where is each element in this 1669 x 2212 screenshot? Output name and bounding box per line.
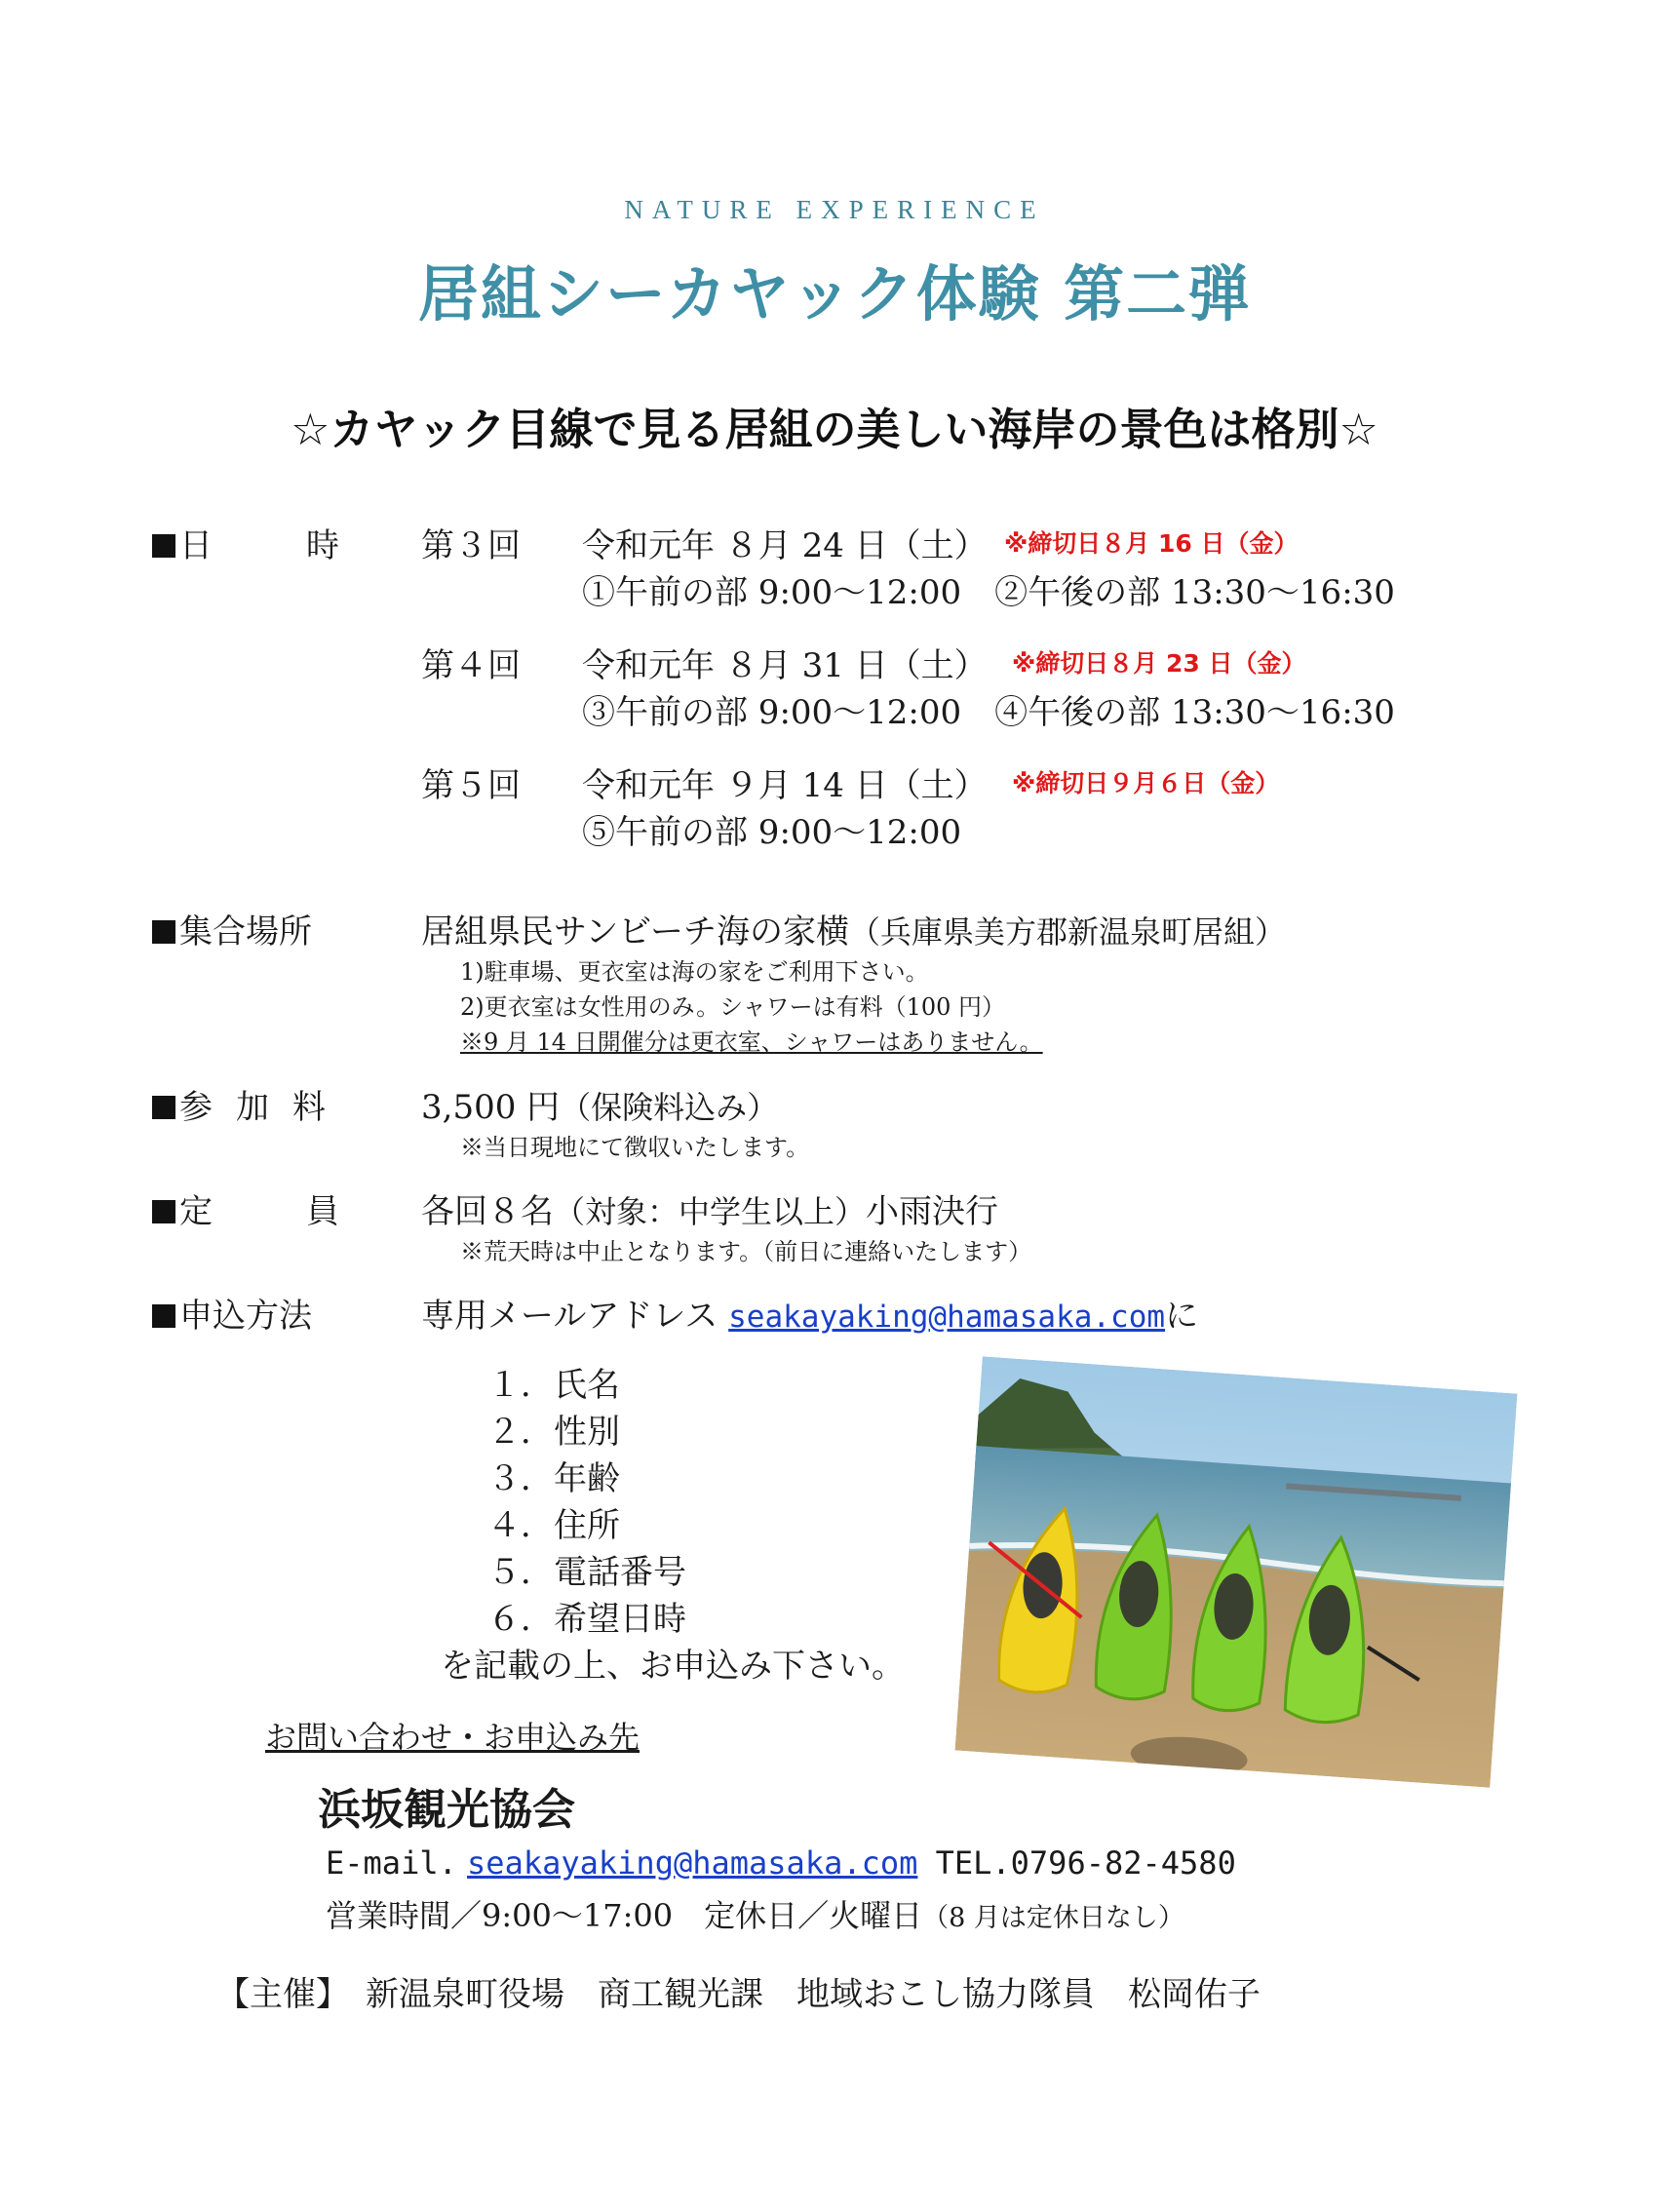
meeting-label [152, 905, 312, 952]
square-bullet-icon [152, 920, 175, 944]
apply-intro: 専用メールアドレス [421, 1297, 718, 1336]
apply-suffix: に [1165, 1297, 1199, 1336]
organizer: 【主催】 新温泉町役場 商工観光課 地域おこし協力隊員 松岡佑子 [216, 1975, 1261, 2014]
fee-label-a: 参 [179, 1088, 213, 1127]
fee-amount [421, 1080, 778, 1128]
contact-heading: お問い合わせ・お申込み先 [265, 1719, 640, 1756]
fee-label-c: 料 [292, 1088, 326, 1127]
session-3-date: 令和元年 ８月 24 日（土） [582, 526, 988, 565]
session-4-date: 令和元年 ８月 31 日（土） [582, 646, 988, 685]
subtitle: ☆カヤック目線で見る居組の美しい海岸の景色は格別☆ [291, 404, 1378, 455]
meeting-label-text: 集合場所 [179, 912, 312, 951]
fee-amount-value: 3,500 円 [421, 1088, 561, 1127]
session-5-round: 第５回 [421, 766, 521, 805]
fee-note: ※当日現地にて徴収いたします。 [460, 1134, 810, 1161]
session-3-deadline: ※締切日８月 16 日（金） [1004, 529, 1299, 558]
fee-amount-note: （保険料込み） [560, 1089, 779, 1126]
capacity-weather: 小雨決行 [866, 1192, 999, 1231]
page-title: 居組シーカヤック体験 第二弾 [417, 258, 1252, 330]
session-5-deadline: ※締切日９月６日（金） [1012, 769, 1280, 797]
apply-closing: を記載の上、お申込み下さい。 [441, 1647, 905, 1686]
apply-label [152, 1289, 312, 1337]
schedule-label [152, 519, 339, 566]
capacity-info [421, 1184, 998, 1232]
fee-label [152, 1080, 326, 1128]
meeting-note-1: 1)駐車場、更衣室は海の家をご利用下さい。 [460, 958, 929, 986]
square-bullet-icon [152, 1096, 175, 1119]
meeting-address: （兵庫県美方郡新温泉町居組） [848, 913, 1286, 951]
apply-item: ２．性別 [487, 1413, 620, 1452]
contact-email-label: E-mail. [326, 1844, 457, 1882]
apply-line [421, 1289, 1198, 1337]
apply-item: １．氏名 [487, 1366, 620, 1405]
meeting-place-name: 居組県民サンビーチ海の家横 [421, 912, 849, 951]
capacity-count: 各回８名 [421, 1192, 554, 1231]
capacity-label-b: 員 [306, 1192, 339, 1231]
apply-email-link[interactable]: seakayaking@hamasaka.com [728, 1300, 1166, 1335]
contact-hours-line [326, 1891, 1184, 1936]
capacity-note: ※荒天時は中止となります。（前日に連絡いたします） [460, 1238, 1032, 1265]
capacity-target: （対象：中学生以上） [554, 1193, 867, 1230]
apply-item: ６．希望日時 [487, 1600, 686, 1639]
square-bullet-icon [152, 1200, 175, 1223]
fee-label-b: 加 [236, 1088, 269, 1127]
contact-org: 浜坂観光協会 [318, 1785, 575, 1835]
session-4-slots: ③午前の部 9:00～12:00 ④午後の部 13:30～16:30 [582, 693, 1395, 732]
meeting-note-2: 2)更衣室は女性用のみ。シャワーは有料（100 円） [460, 993, 1006, 1021]
schedule-label-a: 日 [179, 526, 213, 565]
square-bullet-icon [152, 1304, 175, 1328]
contact-email-link[interactable]: seakayaking@hamasaka.com [467, 1844, 918, 1882]
contact-tel: TEL.0796-82-4580 [935, 1844, 1236, 1882]
apply-item: ５．電話番号 [487, 1553, 686, 1592]
session-3-slots: ①午前の部 9:00～12:00 ②午後の部 13:30～16:30 [582, 573, 1395, 612]
capacity-label-a: 定 [179, 1192, 213, 1231]
kicker-text: NATURE EXPERIENCE [624, 195, 1045, 224]
apply-label-text: 申込方法 [179, 1297, 312, 1336]
session-5-slots: ⑤午前の部 9:00～12:00 [582, 813, 962, 852]
meeting-place [421, 905, 1286, 952]
apply-item: ３．年齢 [487, 1459, 620, 1498]
meeting-note-3: ※9 月 14 日開催分は更衣室、シャワーはありません。 [460, 1028, 1043, 1056]
apply-item: ４．住所 [487, 1506, 620, 1545]
session-5-date: 令和元年 ９月 14 日（土） [582, 766, 988, 805]
schedule-label-b: 時 [306, 526, 339, 565]
session-3-round: 第３回 [421, 526, 521, 565]
capacity-label [152, 1184, 339, 1232]
contact-hours: 営業時間／9:00～17:00 定休日／火曜日 [326, 1897, 923, 1934]
contact-hours-note: （8 月は定休日なし） [922, 1903, 1184, 1933]
session-4-deadline: ※締切日８月 23 日（金） [1012, 649, 1306, 678]
contact-email-line [326, 1844, 1236, 1882]
kayak-beach-photo [955, 1356, 1518, 1787]
square-bullet-icon [152, 534, 175, 558]
session-4-round: 第４回 [421, 646, 521, 685]
